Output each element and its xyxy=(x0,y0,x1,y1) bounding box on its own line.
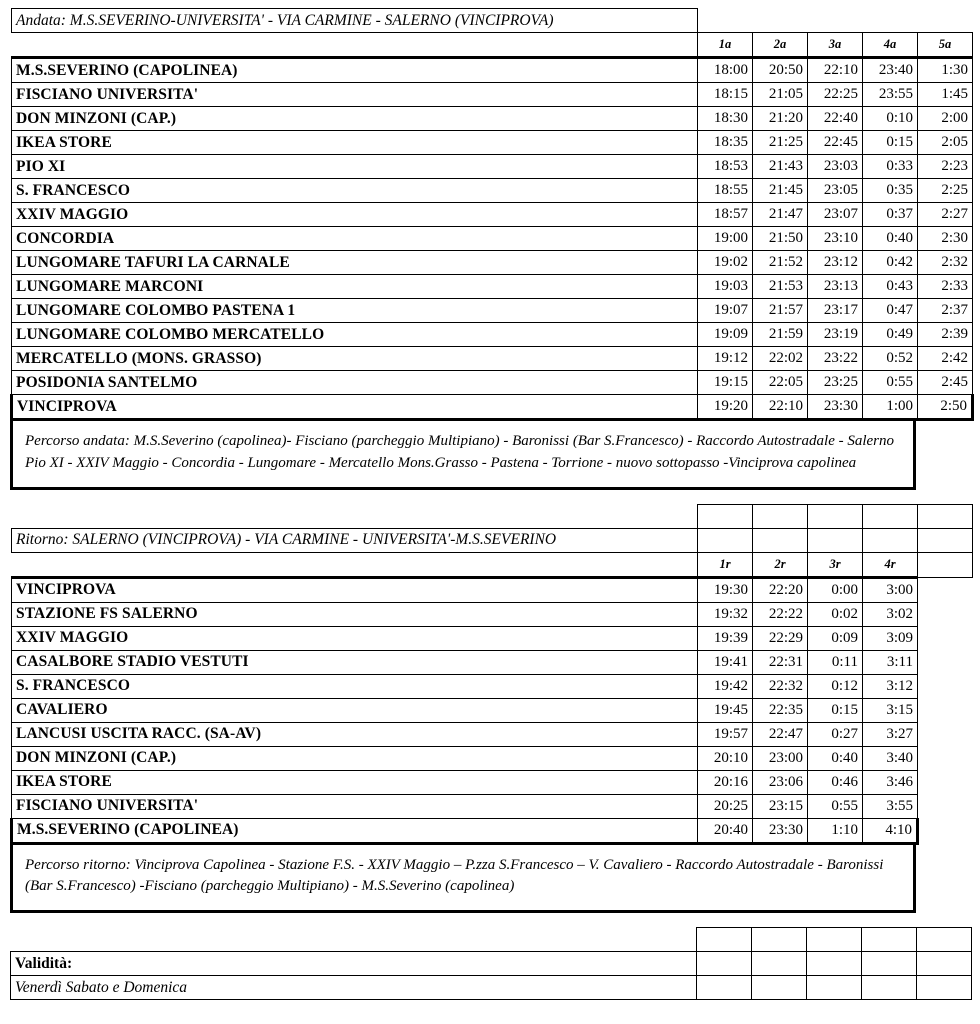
stop-time: 23:40 xyxy=(863,58,918,83)
stop-time: 21:53 xyxy=(753,275,808,299)
table-row xyxy=(12,746,973,770)
spacer-cell xyxy=(918,9,973,33)
stop-time: 0:33 xyxy=(863,155,918,179)
stop-time: 1:30 xyxy=(918,58,973,83)
spacer-cell xyxy=(753,504,808,528)
stop-time: 0:00 xyxy=(808,577,863,602)
stop-time: 2:30 xyxy=(918,227,973,251)
empty-corner-cell xyxy=(12,33,698,58)
validity-label-row xyxy=(11,952,972,976)
ritorno-table xyxy=(10,504,973,845)
spacer-cell xyxy=(753,9,808,33)
spacer-cell xyxy=(807,976,862,1000)
table-row xyxy=(12,179,973,203)
stop-time: 23:05 xyxy=(808,179,863,203)
stop-time: 0:47 xyxy=(863,299,918,323)
spacer-cell xyxy=(917,928,972,952)
stop-name: LUNGOMARE COLOMBO PASTENA 1 xyxy=(12,299,698,323)
spacer-cell xyxy=(862,976,917,1000)
stop-time: 22:25 xyxy=(808,83,863,107)
stop-time: 2:39 xyxy=(918,323,973,347)
stop-name: S. FRANCESCO xyxy=(12,674,698,698)
andata-route-note: Percorso andata: M.S.Severino (capolinea)- Fisciano (parcheggio Multipiano) - Baronissi (Bar S.Francesco) - Raccordo Autostradale - Salerno Pio XI - XXIV Maggio - Concordia - Lungomare - Mercatello Mons.Grasso - Pastena - Torrione - nuovo sottopasso -Vinciprova capolinea xyxy=(10,421,916,490)
stop-time: 0:43 xyxy=(863,275,918,299)
stop-time: 2:42 xyxy=(918,347,973,371)
validity-table xyxy=(10,927,972,1000)
andata-table xyxy=(10,8,974,421)
stop-time: 23:03 xyxy=(808,155,863,179)
stop-time: 21:47 xyxy=(753,203,808,227)
stop-time: 22:35 xyxy=(753,698,808,722)
spacer-cell xyxy=(918,552,973,577)
stop-time: 22:05 xyxy=(753,371,808,395)
stop-name: IKEA STORE xyxy=(12,770,698,794)
stop-name: M.S.SEVERINO (CAPOLINEA) xyxy=(12,58,698,83)
stop-time: 23:00 xyxy=(753,746,808,770)
stop-time: 3:40 xyxy=(863,746,918,770)
stop-time: 3:02 xyxy=(863,602,918,626)
spacer-cell xyxy=(918,746,973,770)
stop-time: 21:05 xyxy=(753,83,808,107)
stop-time: 2:27 xyxy=(918,203,973,227)
andata-run-header-3: 3a xyxy=(808,33,863,58)
andata-run-header-4: 4a xyxy=(863,33,918,58)
stop-time: 3:46 xyxy=(863,770,918,794)
stop-time: 20:50 xyxy=(753,58,808,83)
stop-time: 22:40 xyxy=(808,107,863,131)
table-row xyxy=(12,698,973,722)
table-row xyxy=(12,395,973,420)
stop-name: XXIV MAGGIO xyxy=(12,626,698,650)
spacer-cell xyxy=(697,952,752,976)
spacer-cell xyxy=(918,698,973,722)
table-row xyxy=(12,58,973,83)
table-row xyxy=(12,577,973,602)
andata-run-header-5: 5a xyxy=(918,33,973,58)
table-row xyxy=(12,650,973,674)
stop-name: LANCUSI USCITA RACC. (SA-AV) xyxy=(12,722,698,746)
stop-time: 19:07 xyxy=(698,299,753,323)
stop-time: 1:45 xyxy=(918,83,973,107)
stop-time: 21:59 xyxy=(753,323,808,347)
spacer-cell xyxy=(698,528,753,552)
ritorno-run-header-1: 1r xyxy=(698,552,753,577)
table-row xyxy=(12,323,973,347)
stop-time: 2:33 xyxy=(918,275,973,299)
stop-time: 19:09 xyxy=(698,323,753,347)
stop-name: LUNGOMARE TAFURI LA CARNALE xyxy=(12,251,698,275)
stop-time: 0:52 xyxy=(863,347,918,371)
stop-time: 23:30 xyxy=(753,818,808,843)
stop-name: LUNGOMARE COLOMBO MERCATELLO xyxy=(12,323,698,347)
spacer-cell xyxy=(807,928,862,952)
spacer-cell xyxy=(918,504,973,528)
stop-time: 18:53 xyxy=(698,155,753,179)
spacer-cell xyxy=(918,626,973,650)
stop-time: 0:40 xyxy=(808,746,863,770)
validity-value-row xyxy=(11,976,972,1000)
stop-time: 22:31 xyxy=(753,650,808,674)
stop-time: 0:11 xyxy=(808,650,863,674)
spacer-cell xyxy=(862,952,917,976)
stop-time: 21:25 xyxy=(753,131,808,155)
validity-spacer-row xyxy=(11,928,972,952)
stop-time: 3:12 xyxy=(863,674,918,698)
stop-name: DON MINZONI (CAP.) xyxy=(12,746,698,770)
stop-time: 0:49 xyxy=(863,323,918,347)
table-row xyxy=(12,275,973,299)
stop-time: 20:25 xyxy=(698,794,753,818)
stop-time: 22:47 xyxy=(753,722,808,746)
stop-time: 3:00 xyxy=(863,577,918,602)
stop-time: 19:12 xyxy=(698,347,753,371)
andata-direction-header: Andata: M.S.SEVERINO-UNIVERSITA' - VIA CARMINE - SALERNO (VINCIPROVA) xyxy=(12,9,698,33)
stop-time: 0:15 xyxy=(863,131,918,155)
stop-time: 3:27 xyxy=(863,722,918,746)
validity-body xyxy=(11,928,972,1000)
stop-name: MERCATELLO (MONS. GRASSO) xyxy=(12,347,698,371)
spacer-cell xyxy=(862,928,917,952)
spacer-cell xyxy=(698,504,753,528)
stop-name: XXIV MAGGIO xyxy=(12,203,698,227)
stop-name: PIO XI xyxy=(12,155,698,179)
stop-name: FISCIANO UNIVERSITA' xyxy=(12,794,698,818)
stop-time: 2:05 xyxy=(918,131,973,155)
table-row xyxy=(12,347,973,371)
stop-time: 18:30 xyxy=(698,107,753,131)
table-row xyxy=(12,674,973,698)
stop-time: 2:32 xyxy=(918,251,973,275)
validity-label: Validità: xyxy=(11,952,697,976)
stop-time: 0:27 xyxy=(808,722,863,746)
spacer-cell xyxy=(698,9,753,33)
stop-time: 19:15 xyxy=(698,371,753,395)
spacer-cell xyxy=(11,928,697,952)
spacer-cell xyxy=(807,952,862,976)
table-row xyxy=(12,818,973,843)
spacer-cell xyxy=(808,9,863,33)
stop-time: 23:30 xyxy=(808,395,863,420)
section-gap xyxy=(10,490,974,504)
spacer-cell xyxy=(918,794,973,818)
section-gap xyxy=(10,913,974,927)
stop-name: VINCIPROVA xyxy=(12,395,698,420)
stop-time: 22:22 xyxy=(753,602,808,626)
spacer-cell xyxy=(752,952,807,976)
table-row xyxy=(12,107,973,131)
stop-time: 19:57 xyxy=(698,722,753,746)
stop-time: 19:00 xyxy=(698,227,753,251)
table-row xyxy=(12,770,973,794)
stop-time: 18:57 xyxy=(698,203,753,227)
spacer-cell xyxy=(752,976,807,1000)
stop-time: 23:10 xyxy=(808,227,863,251)
spacer-cell xyxy=(12,504,698,528)
table-row xyxy=(12,626,973,650)
table-row xyxy=(12,131,973,155)
stop-time: 19:32 xyxy=(698,602,753,626)
stop-time: 19:41 xyxy=(698,650,753,674)
spacer-cell xyxy=(918,602,973,626)
stop-time: 0:55 xyxy=(808,794,863,818)
spacer-cell xyxy=(863,504,918,528)
table-row xyxy=(12,83,973,107)
stop-time: 22:32 xyxy=(753,674,808,698)
stop-time: 23:07 xyxy=(808,203,863,227)
stop-time: 23:13 xyxy=(808,275,863,299)
stop-time: 18:35 xyxy=(698,131,753,155)
stop-time: 23:19 xyxy=(808,323,863,347)
stop-time: 0:12 xyxy=(808,674,863,698)
table-row xyxy=(12,227,973,251)
spacer-cell xyxy=(753,528,808,552)
ritorno-run-header-3: 3r xyxy=(808,552,863,577)
stop-time: 21:20 xyxy=(753,107,808,131)
stop-time: 20:10 xyxy=(698,746,753,770)
stop-time: 2:25 xyxy=(918,179,973,203)
spacer-cell xyxy=(863,9,918,33)
stop-time: 21:52 xyxy=(753,251,808,275)
andata-run-header-2: 2a xyxy=(753,33,808,58)
table-row xyxy=(12,203,973,227)
stop-time: 1:10 xyxy=(808,818,863,843)
stop-time: 22:29 xyxy=(753,626,808,650)
stop-name: IKEA STORE xyxy=(12,131,698,155)
stop-time: 3:09 xyxy=(863,626,918,650)
andata-run-header-1: 1a xyxy=(698,33,753,58)
stop-time: 20:16 xyxy=(698,770,753,794)
stop-name: S. FRANCESCO xyxy=(12,179,698,203)
spacer-cell xyxy=(918,674,973,698)
stop-name: M.S.SEVERINO (CAPOLINEA) xyxy=(12,818,698,843)
stop-time: 22:10 xyxy=(753,395,808,420)
spacer-cell xyxy=(918,528,973,552)
ritorno-direction-header: Ritorno: SALERNO (VINCIPROVA) - VIA CARMINE - UNIVERSITA'-M.S.SEVERINO xyxy=(12,528,698,552)
stop-time: 0:02 xyxy=(808,602,863,626)
table-row xyxy=(12,794,973,818)
stop-time: 19:20 xyxy=(698,395,753,420)
ritorno-direction-row xyxy=(12,528,973,552)
stop-time: 2:37 xyxy=(918,299,973,323)
stop-name: CONCORDIA xyxy=(12,227,698,251)
ritorno-run-header-4: 4r xyxy=(863,552,918,577)
stop-time: 0:46 xyxy=(808,770,863,794)
stop-time: 18:55 xyxy=(698,179,753,203)
stop-name: CAVALIERO xyxy=(12,698,698,722)
stop-time: 0:15 xyxy=(808,698,863,722)
stop-time: 23:06 xyxy=(753,770,808,794)
table-row xyxy=(12,722,973,746)
spacer-cell xyxy=(808,528,863,552)
stop-time: 0:09 xyxy=(808,626,863,650)
stop-time: 0:42 xyxy=(863,251,918,275)
stop-time: 2:00 xyxy=(918,107,973,131)
stop-name: LUNGOMARE MARCONI xyxy=(12,275,698,299)
spacer-cell xyxy=(918,577,973,602)
ritorno-body xyxy=(12,504,973,843)
stop-time: 0:40 xyxy=(863,227,918,251)
spacer-cell xyxy=(808,504,863,528)
stop-time: 3:55 xyxy=(863,794,918,818)
stop-time: 18:00 xyxy=(698,58,753,83)
stop-time: 0:35 xyxy=(863,179,918,203)
stop-name: VINCIPROVA xyxy=(12,577,698,602)
stop-time: 4:10 xyxy=(863,818,918,843)
ritorno-run-header-row xyxy=(12,552,973,577)
stop-time: 19:39 xyxy=(698,626,753,650)
spacer-cell xyxy=(752,928,807,952)
validity-value: Venerdì Sabato e Domenica xyxy=(11,976,697,1000)
spacer-cell xyxy=(918,770,973,794)
ritorno-spacer-row xyxy=(12,504,973,528)
spacer-cell xyxy=(697,928,752,952)
stop-time: 22:45 xyxy=(808,131,863,155)
ritorno-route-note: Percorso ritorno: Vinciprova Capolinea - Stazione F.S. - XXIV Maggio – P.zza S.Francesco – V. Cavaliero - Raccordo Autostradale - Baronissi (Bar S.Francesco) -Fisciano (parcheggio Multipiano) - M.S.Severino (capolinea) xyxy=(10,845,916,914)
stop-time: 21:45 xyxy=(753,179,808,203)
stop-time: 22:02 xyxy=(753,347,808,371)
stop-name: FISCIANO UNIVERSITA' xyxy=(12,83,698,107)
stop-time: 23:17 xyxy=(808,299,863,323)
table-row xyxy=(12,602,973,626)
stop-time: 2:50 xyxy=(918,395,973,420)
table-row xyxy=(12,251,973,275)
stop-time: 21:50 xyxy=(753,227,808,251)
stop-time: 3:15 xyxy=(863,698,918,722)
stop-time: 0:10 xyxy=(863,107,918,131)
stop-name: STAZIONE FS SALERNO xyxy=(12,602,698,626)
stop-time: 22:20 xyxy=(753,577,808,602)
empty-corner-cell xyxy=(12,552,698,577)
stop-time: 2:23 xyxy=(918,155,973,179)
stop-time: 1:00 xyxy=(863,395,918,420)
stop-time: 2:45 xyxy=(918,371,973,395)
stop-time: 23:12 xyxy=(808,251,863,275)
stop-name: POSIDONIA SANTELMO xyxy=(12,371,698,395)
stop-time: 19:42 xyxy=(698,674,753,698)
spacer-cell xyxy=(863,528,918,552)
table-row xyxy=(12,371,973,395)
stop-time: 21:57 xyxy=(753,299,808,323)
stop-name: CASALBORE STADIO VESTUTI xyxy=(12,650,698,674)
stop-time: 19:45 xyxy=(698,698,753,722)
spacer-cell xyxy=(918,650,973,674)
stop-time: 23:55 xyxy=(863,83,918,107)
stop-time: 0:37 xyxy=(863,203,918,227)
spacer-cell xyxy=(918,722,973,746)
table-row xyxy=(12,155,973,179)
andata-body xyxy=(12,9,973,420)
stop-time: 20:40 xyxy=(698,818,753,843)
stop-time: 18:15 xyxy=(698,83,753,107)
stop-time: 3:11 xyxy=(863,650,918,674)
stop-name: DON MINZONI (CAP.) xyxy=(12,107,698,131)
table-row xyxy=(12,299,973,323)
stop-time: 23:15 xyxy=(753,794,808,818)
spacer-cell xyxy=(918,818,973,843)
spacer-cell xyxy=(697,976,752,1000)
andata-run-header-row xyxy=(12,33,973,58)
stop-time: 21:43 xyxy=(753,155,808,179)
spacer-cell xyxy=(917,952,972,976)
stop-time: 19:03 xyxy=(698,275,753,299)
spacer-cell xyxy=(917,976,972,1000)
stop-time: 22:10 xyxy=(808,58,863,83)
stop-time: 19:02 xyxy=(698,251,753,275)
stop-time: 23:25 xyxy=(808,371,863,395)
stop-time: 0:55 xyxy=(863,371,918,395)
ritorno-run-header-2: 2r xyxy=(753,552,808,577)
andata-direction-row xyxy=(12,9,973,33)
stop-time: 19:30 xyxy=(698,577,753,602)
stop-time: 23:22 xyxy=(808,347,863,371)
